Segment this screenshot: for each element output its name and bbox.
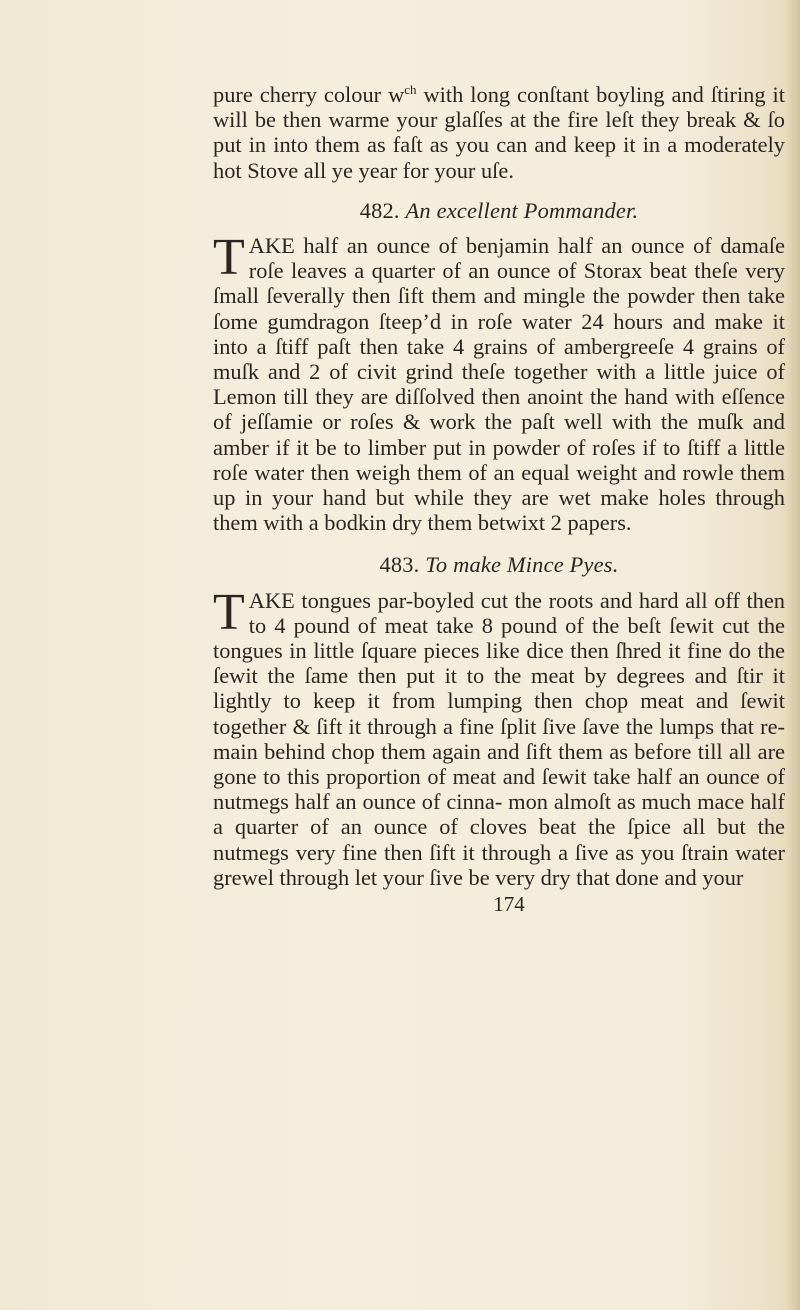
continuation-text-part1: pure cherry colour w (213, 82, 405, 107)
superscript-ch: ch (404, 82, 417, 97)
recipe-number: 483. (379, 552, 420, 578)
recipe-heading-482 (213, 198, 785, 223)
continuation-paragraph (213, 77, 785, 183)
drop-cap: T (213, 229, 245, 287)
recipe-heading-483 (213, 552, 785, 577)
recipe-number: 482. (359, 197, 400, 223)
recipe-title: To make Mince Pyes. (425, 552, 619, 578)
page-number: 174 (493, 892, 525, 917)
recipe-body-482 (213, 229, 785, 536)
continuation-text-part2: with long conſtant boyling and ſtiring it will be then warme your glaſſes at the fire leſt they break & ſo put in into them as faſt as you can and keep it in a moderately hot Stove all ye year for your uſe. (213, 82, 785, 183)
recipe-body-text: AKE tongues par-boyled cut the roots and hard all off then to 4 pound of meat take 8 pound of the beſt ſewit cut the tongues in little ſquare pieces like dice then ſhred it fine do the ſewit the ſame then put it to the meat by degrees and ſtir it lightly to keep it from lumping then chop meat and ſewit together & ſift it through a fine ſplit ſive ſave the lumps that re- main behind chop them again and ſift them as before till all are gone to this proportion of meat and ſewit take half an ounce of nutmegs half an ounce of cinna- mon almoſt as much mace half a quarter of an ounce of cloves beat the ſpice all but the nutmegs very fine then ſift it through a ſive as you ſtrain water grewel through let your ſive be very dry that done and your (213, 587, 785, 890)
page-edge-shadow (786, 0, 800, 1310)
text-block (213, 77, 785, 917)
drop-cap: T (213, 583, 245, 641)
recipe-title: An excellent Pommander. (405, 197, 639, 223)
recipe-body-text: AKE half an ounce of benjamin half an ounce of damaſe roſe leaves a quarter of an ounce of Storax beat theſe very ſmall ſeverally then ſift them and mingle the powder then take ſome gumdragon ſteep’d in roſe water 24 hours and make it into a ſtiff paſt then take 4 grains of ambergreeſe 4 grains of muſk and 2 of civit grind theſe together with a little juice of Lemon till they are diſſolved then anoint the hand with eſſence of jeſſamie or roſes & work the paſt well with the muſk and amber if it be to limber put in powder of roſes if to ſtiff a little roſe water then weigh them of an equal weight and rowle them up in your hand but while they are wet make holes through them with a bodkin dry them betwixt 2 papers. (213, 233, 785, 536)
recipe-body-483 (213, 583, 785, 890)
